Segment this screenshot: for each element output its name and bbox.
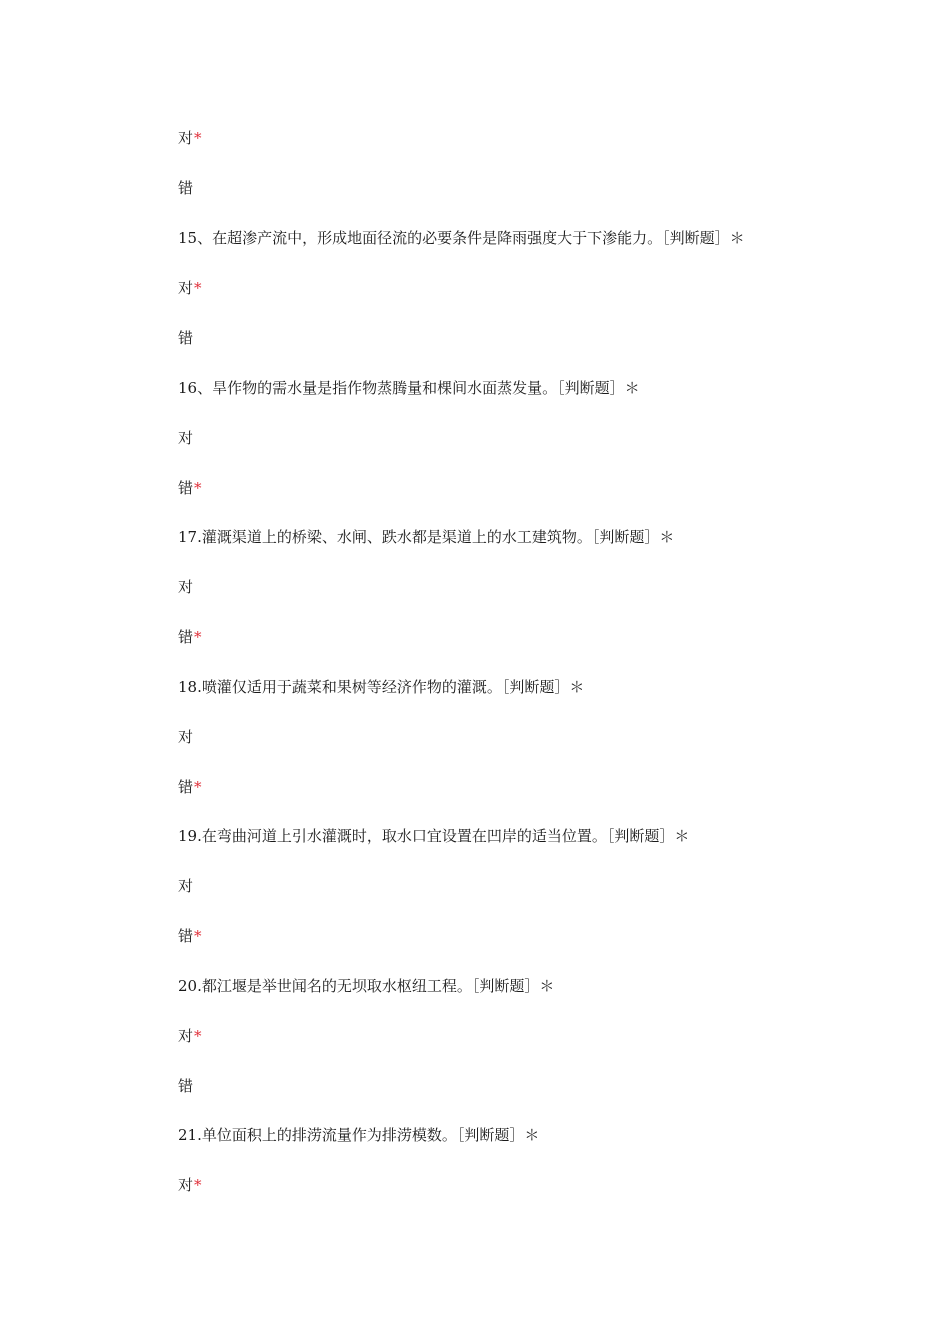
option-true: 对 [178, 578, 194, 596]
option-true: 对* [178, 129, 202, 147]
correct-answer-marker: * [194, 778, 202, 796]
correct-answer-marker: * [194, 279, 202, 297]
question-19: 19.在弯曲河道上引水灌溉时，取水口宜设置在凹岸的适当位置。［判断题］＊ [178, 827, 690, 845]
correct-answer-marker: * [194, 628, 202, 646]
correct-answer-marker: * [194, 479, 202, 497]
option-false: 错 [178, 329, 194, 347]
option-false: 错 [178, 179, 194, 197]
option-true: 对* [178, 1027, 202, 1045]
question-20: 20.都江堰是举世闻名的无坝取水枢纽工程。［判断题］＊ [178, 977, 555, 995]
correct-answer-marker: * [194, 927, 202, 945]
option-false: 错* [178, 479, 202, 497]
question-15: 15、在超渗产流中，形成地面径流的必要条件是降雨强度大于下渗能力。［判断题］＊ [178, 229, 745, 247]
correct-answer-marker: * [194, 129, 202, 147]
correct-answer-marker: * [194, 1176, 202, 1194]
option-true: 对 [178, 429, 194, 447]
option-true: 对* [178, 1176, 202, 1194]
correct-answer-marker: * [194, 1027, 202, 1045]
option-true: 对 [178, 877, 194, 895]
question-18: 18.喷灌仅适用于蔬菜和果树等经济作物的灌溉。［判断题］＊ [178, 678, 585, 696]
option-false: 错* [178, 628, 202, 646]
option-false: 错* [178, 778, 202, 796]
question-17: 17.灌溉渠道上的桥梁、水闸、跌水都是渠道上的水工建筑物。［判断题］＊ [178, 528, 675, 546]
question-21: 21.单位面积上的排涝流量作为排涝模数。［判断题］＊ [178, 1126, 540, 1144]
question-16: 16、旱作物的需水量是指作物蒸腾量和棵间水面蒸发量。［判断题］＊ [178, 379, 640, 397]
option-false: 错* [178, 927, 202, 945]
option-true: 对 [178, 728, 194, 746]
option-false: 错 [178, 1077, 194, 1095]
option-true: 对* [178, 279, 202, 297]
